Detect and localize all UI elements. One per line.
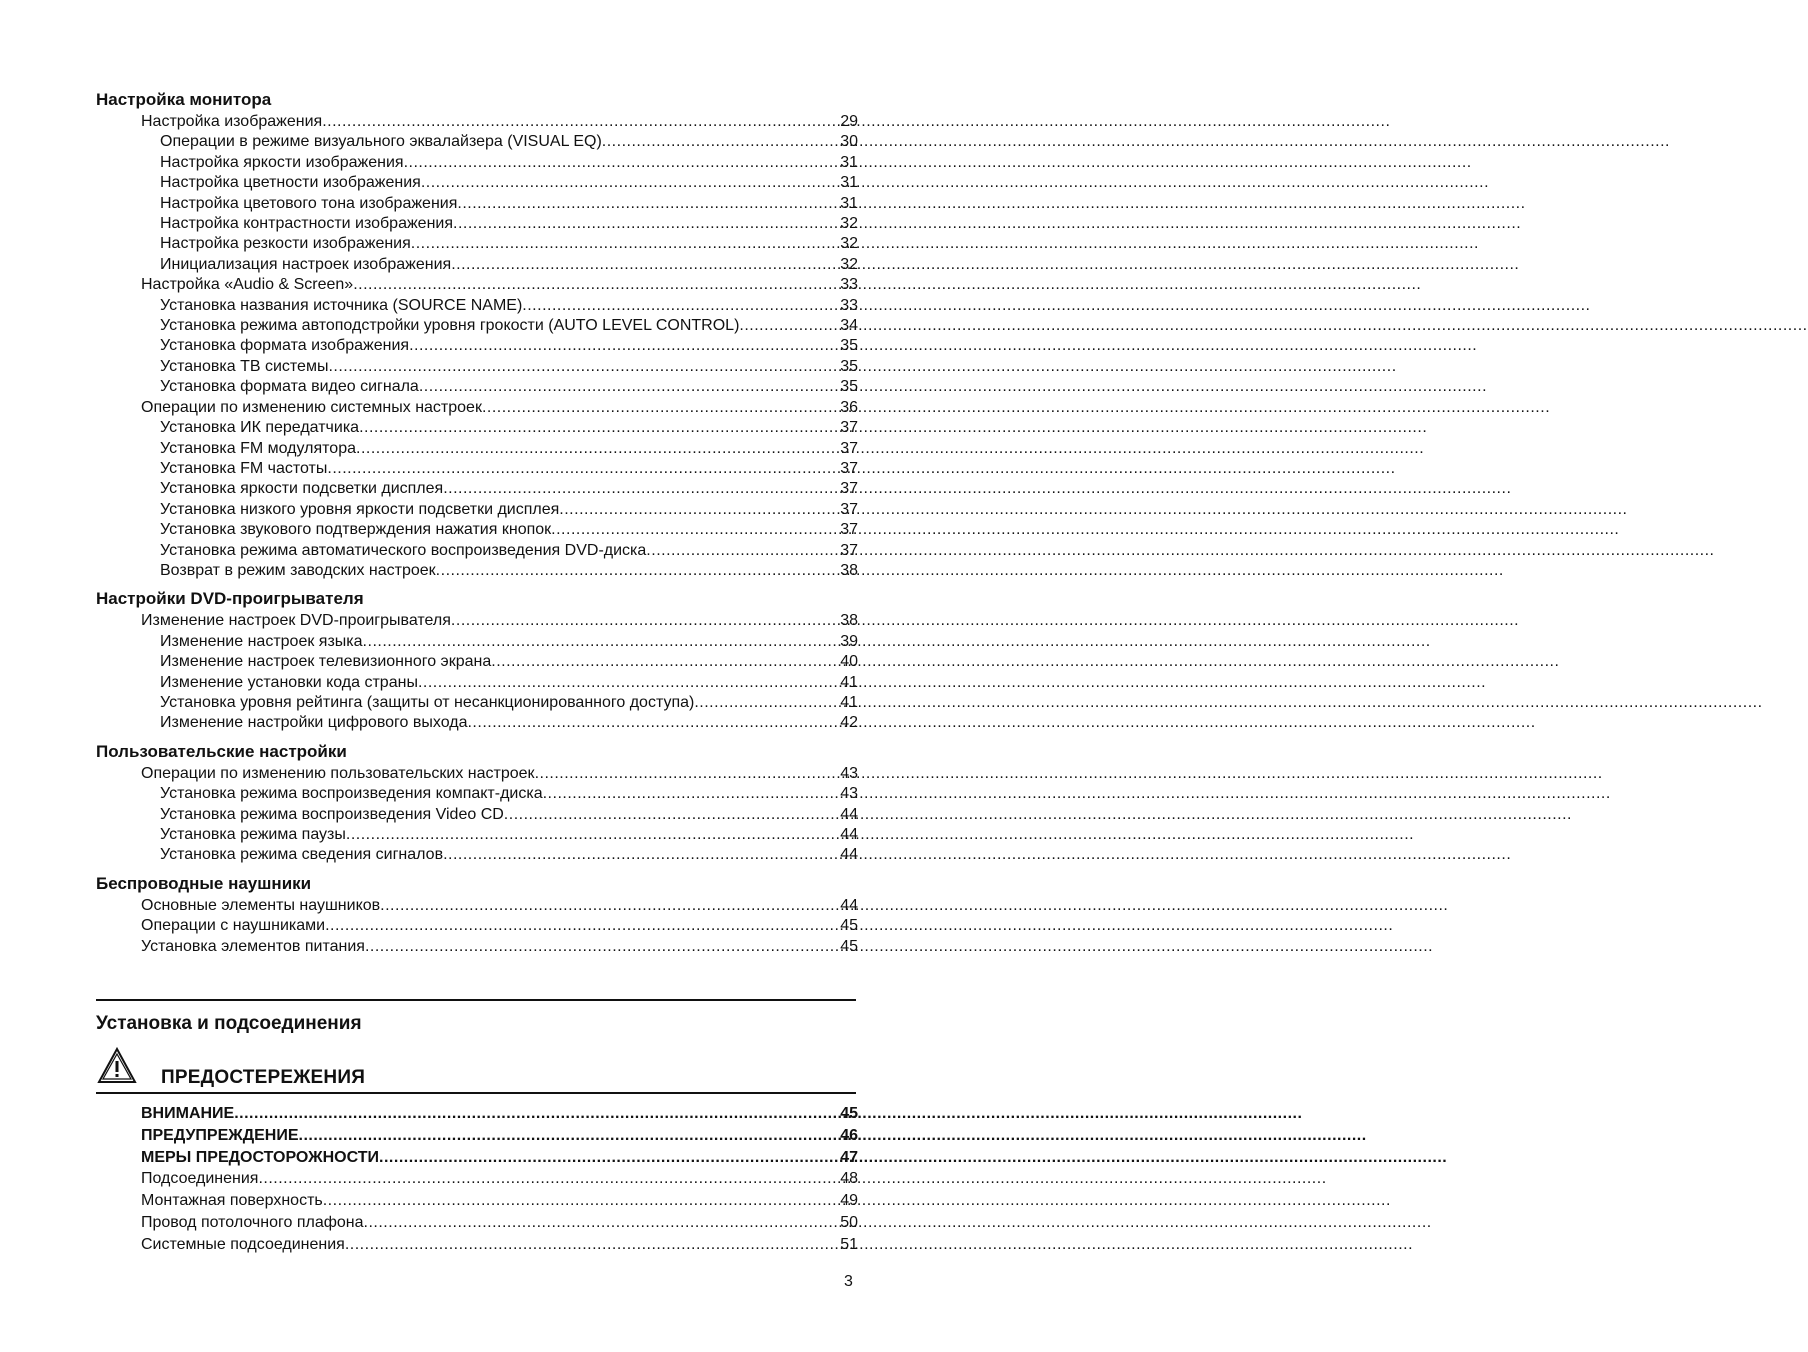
toc-entry-label: Установка ТВ системы bbox=[160, 357, 329, 375]
toc-entry-page: 44 bbox=[840, 826, 858, 843]
toc-leader-dots bbox=[379, 1147, 840, 1169]
toc-entry-label: Провод потолочного плафона bbox=[141, 1213, 364, 1231]
toc-leader-dots bbox=[443, 845, 840, 865]
toc-entry-label: Установка FM модулятора bbox=[160, 439, 356, 457]
toc-entry bbox=[96, 112, 858, 132]
toc-entry bbox=[96, 520, 858, 540]
toc-entry bbox=[96, 500, 858, 520]
toc-entry bbox=[96, 693, 858, 713]
toc-entry-page: 44 bbox=[840, 805, 858, 823]
toc-leader-dots bbox=[346, 825, 840, 845]
toc-entry bbox=[96, 937, 858, 957]
toc-entry-page: 37 bbox=[840, 459, 858, 477]
toc-leader-dots bbox=[234, 1103, 840, 1125]
toc-leader-dots bbox=[325, 916, 840, 936]
toc-entry-page: 38 bbox=[840, 612, 858, 630]
toc-entry-page: 45 bbox=[840, 937, 858, 955]
toc-entry-page: 44 bbox=[840, 896, 858, 914]
toc-leader-dots bbox=[457, 194, 840, 214]
toc-entry-page: 39 bbox=[840, 632, 858, 650]
toc-entry-label: Системные подсоединения bbox=[141, 1235, 345, 1253]
toc-entry bbox=[96, 652, 858, 672]
toc-entry-label: Изменение установки кода страны bbox=[160, 673, 418, 691]
toc-leader-dots bbox=[694, 693, 840, 713]
toc-entry-page: 32 bbox=[840, 255, 858, 273]
toc-entry bbox=[96, 296, 858, 316]
toc-leader-dots bbox=[364, 1212, 841, 1234]
toc-entry-label: Установка режима воспроизведения Video CD bbox=[160, 805, 504, 823]
toc-leader-dots bbox=[418, 673, 840, 693]
toc-entry-page: 33 bbox=[840, 296, 858, 314]
toc-leader-dots bbox=[363, 632, 841, 652]
toc-entry-label: Изменение настройки цифрового выхода bbox=[160, 714, 468, 732]
toc-entry bbox=[96, 234, 858, 254]
warning-triangle-icon bbox=[96, 1046, 138, 1086]
toc-entry bbox=[96, 132, 858, 152]
toc-entry-page: 37 bbox=[840, 419, 858, 437]
toc-entry-page: 31 bbox=[840, 194, 858, 212]
toc-entry-page: 30 bbox=[840, 133, 858, 151]
toc-section-title: Беспроводные наушники bbox=[96, 873, 312, 893]
toc-entry bbox=[96, 1190, 858, 1212]
toc-entry-label: Установка низкого уровня яркости подсветки дисплея bbox=[160, 500, 560, 518]
toc-entry bbox=[96, 611, 858, 631]
toc-entry-label: Установка элементов питания bbox=[141, 937, 365, 955]
toc-entry-label: Настройка резкости изображения bbox=[160, 235, 411, 253]
toc-leader-dots bbox=[299, 1125, 841, 1147]
toc-entry-page: 50 bbox=[840, 1213, 858, 1231]
toc-leader-dots bbox=[419, 377, 840, 397]
table-of-contents bbox=[96, 90, 858, 957]
toc-entry bbox=[96, 336, 858, 356]
toc-entry bbox=[96, 825, 858, 845]
toc-entry-label: Настройка цветового тона изображения bbox=[160, 194, 458, 212]
toc-leader-dots bbox=[322, 112, 840, 132]
toc-section-title: Настройки DVD-проигрывателя bbox=[96, 589, 364, 609]
toc-entry-label: Установка формата изображения bbox=[160, 337, 410, 355]
toc-entry-label: Настройка изображения bbox=[141, 113, 323, 130]
toc-leader-dots bbox=[258, 1168, 840, 1190]
toc-entry-page: 43 bbox=[840, 785, 858, 803]
toc-entry bbox=[96, 439, 858, 459]
toc-entry-page: 37 bbox=[840, 480, 858, 498]
toc-section-title: Настройка монитора bbox=[96, 90, 272, 109]
toc-leader-dots bbox=[467, 713, 840, 733]
toc-entry-page: 31 bbox=[840, 174, 858, 192]
toc-entry bbox=[96, 632, 858, 652]
toc-entry-label: Установка режима автоматического воспроизведения DVD-диска bbox=[160, 541, 647, 559]
toc-leader-dots bbox=[353, 275, 840, 295]
toc-entry bbox=[96, 214, 858, 234]
toc-entry-page: 48 bbox=[840, 1170, 858, 1188]
toc-entry-page: 37 bbox=[840, 500, 858, 518]
toc-section-title: Пользовательские настройки bbox=[96, 741, 347, 761]
toc-entry bbox=[96, 377, 858, 397]
toc-leader-dots bbox=[535, 764, 841, 784]
toc-leader-dots bbox=[365, 937, 840, 957]
toc-entry-page: 40 bbox=[840, 653, 858, 671]
toc-entry bbox=[96, 713, 858, 733]
toc-leader-dots bbox=[323, 1190, 840, 1212]
toc-entry-label: Установка режима автоподстройки уровня грокости (AUTO LEVEL CONTROL) bbox=[160, 317, 740, 335]
precautions-contents bbox=[96, 1103, 858, 1256]
toc-leader-dots bbox=[443, 479, 840, 499]
toc-leader-dots bbox=[411, 234, 840, 254]
toc-leader-dots bbox=[380, 896, 840, 916]
toc-entry-label: Настройка цветности изображения bbox=[160, 174, 421, 192]
toc-entry bbox=[96, 764, 858, 784]
toc-entry bbox=[96, 357, 858, 377]
toc-entry-page: 37 bbox=[840, 439, 858, 457]
toc-entry-page: 32 bbox=[840, 235, 858, 253]
toc-entry-page: 31 bbox=[840, 153, 858, 171]
toc-entry-label: Установка режима паузы bbox=[160, 826, 346, 843]
toc-entry-label: Операции по изменению пользовательских настроек bbox=[141, 764, 535, 782]
toc-entry-page: 38 bbox=[840, 561, 858, 579]
toc-entry bbox=[96, 896, 858, 916]
toc-entry-label: Установка звукового подтверждения нажатия кнопок bbox=[160, 521, 552, 539]
toc-entry bbox=[96, 275, 858, 295]
toc-entry-label: Установка формата видео сигнала bbox=[160, 378, 419, 396]
toc-entry-label: Возврат в режим заводских настроек bbox=[160, 561, 436, 579]
toc-leader-dots bbox=[359, 418, 840, 438]
install-section-title: Установка и подсоединения bbox=[96, 1013, 362, 1034]
toc-entry-page: 47 bbox=[840, 1148, 858, 1166]
toc-entry-page: 43 bbox=[840, 764, 858, 782]
toc-entry-label: Изменение настроек телевизионного экрана bbox=[160, 653, 492, 671]
toc-entry-label: Инициализация настроек изображения bbox=[160, 255, 452, 273]
toc-entry bbox=[96, 459, 858, 479]
toc-entry bbox=[96, 255, 858, 275]
toc-leader-dots bbox=[436, 561, 841, 581]
toc-entry-label: Операции в режиме визуального эквалайзера (VISUAL EQ) bbox=[160, 133, 602, 151]
toc-leader-dots bbox=[482, 398, 840, 418]
toc-entry-label: Операции с наушниками bbox=[141, 917, 326, 935]
toc-leader-dots bbox=[646, 541, 840, 561]
toc-entry-page: 44 bbox=[840, 846, 858, 864]
toc-entry-page: 45 bbox=[840, 1105, 858, 1122]
toc-entry-page: 35 bbox=[840, 337, 858, 355]
toc-entry-label: Операции по изменению системных настроек bbox=[141, 398, 482, 416]
toc-entry-page: 35 bbox=[840, 378, 858, 396]
page-number: 3 bbox=[844, 1273, 853, 1290]
toc-entry-page: 37 bbox=[840, 521, 858, 539]
toc-entry-label: Изменение настроек DVD-проигрывателя bbox=[141, 612, 451, 630]
toc-entry-label: МЕРЫ ПРЕДОСТОРОЖНОСТИ bbox=[141, 1148, 380, 1166]
toc-entry bbox=[96, 805, 858, 825]
toc-entry bbox=[96, 1147, 858, 1169]
toc-entry-page: 36 bbox=[840, 398, 858, 416]
toc-leader-dots bbox=[327, 459, 840, 479]
toc-entry-label: Изменение настроек языка bbox=[160, 632, 363, 650]
toc-leader-dots bbox=[504, 805, 840, 825]
toc-entry bbox=[96, 153, 858, 173]
toc-leader-dots bbox=[559, 500, 840, 520]
toc-entry-label: Подсоединения bbox=[141, 1170, 259, 1188]
toc-entry-page: 42 bbox=[840, 714, 858, 732]
toc-entry-label: Настройка «Audio & Screen» bbox=[141, 276, 354, 294]
toc-entry bbox=[96, 1103, 858, 1125]
toc-entry bbox=[96, 561, 858, 581]
toc-entry-page: 51 bbox=[840, 1235, 858, 1253]
toc-entry bbox=[96, 316, 858, 336]
toc-entry-label: Установка названия источника (SOURCE NAME) bbox=[160, 296, 523, 314]
toc-entry-page: 41 bbox=[840, 693, 858, 711]
toc-leader-dots bbox=[451, 255, 840, 275]
toc-leader-dots bbox=[404, 153, 841, 173]
toc-entry-page: 49 bbox=[840, 1192, 858, 1210]
toc-entry-label: Установка уровня рейтинга (защиты от несанкционированного доступа) bbox=[160, 693, 695, 711]
toc-entry bbox=[96, 916, 858, 936]
toc-leader-dots bbox=[491, 652, 840, 672]
toc-entry-page: 29 bbox=[840, 113, 858, 130]
toc-leader-dots bbox=[345, 1234, 840, 1256]
toc-entry bbox=[96, 541, 858, 561]
toc-entry-label: Монтажная поверхность bbox=[141, 1192, 323, 1210]
toc-entry-label: Установка FM частоты bbox=[160, 459, 328, 477]
toc-entry-page: 46 bbox=[840, 1126, 858, 1144]
toc-entry-page: 35 bbox=[840, 357, 858, 375]
toc-entry-label: Настройка контрастности изображения bbox=[160, 215, 454, 233]
toc-entry bbox=[96, 673, 858, 693]
divider-line bbox=[96, 999, 856, 1001]
toc-leader-dots bbox=[409, 336, 840, 356]
divider-line bbox=[96, 1092, 856, 1094]
toc-entry-label: Основные элементы наушников bbox=[141, 896, 381, 914]
toc-entry bbox=[96, 784, 858, 804]
toc-entry bbox=[96, 845, 858, 865]
toc-leader-dots bbox=[522, 296, 840, 316]
toc-leader-dots bbox=[421, 173, 840, 193]
toc-entry bbox=[96, 194, 858, 214]
toc-entry bbox=[96, 1125, 858, 1147]
toc-leader-dots bbox=[551, 520, 840, 540]
toc-entry bbox=[96, 173, 858, 193]
toc-entry-label: Установка яркости подсветки дисплея bbox=[160, 480, 444, 498]
toc-entry-label: ВНИМАНИЕ bbox=[141, 1105, 235, 1122]
toc-entry-page: 33 bbox=[840, 276, 858, 294]
precautions-title: ПРЕДОСТЕРЕЖЕНИЯ bbox=[161, 1067, 366, 1088]
toc-leader-dots bbox=[451, 611, 840, 631]
toc-entry-page: 32 bbox=[840, 215, 858, 233]
toc-leader-dots bbox=[356, 439, 840, 459]
toc-entry bbox=[96, 1168, 858, 1190]
toc-entry-page: 45 bbox=[840, 917, 858, 935]
toc-entry-label: Настройка яркости изображения bbox=[160, 153, 404, 171]
toc-leader-dots bbox=[602, 132, 840, 152]
toc-entry-label: ПРЕДУПРЕЖДЕНИЕ bbox=[141, 1126, 299, 1144]
toc-entry-page: 41 bbox=[840, 673, 858, 691]
toc-entry bbox=[96, 398, 858, 418]
toc-entry bbox=[96, 1212, 858, 1234]
toc-entry-page: 34 bbox=[840, 317, 858, 335]
toc-entry bbox=[96, 479, 858, 499]
toc-leader-dots bbox=[739, 316, 840, 336]
toc-entry-label: Установка режима воспроизведения компакт-диска bbox=[160, 785, 543, 803]
toc-entry-page: 37 bbox=[840, 541, 858, 559]
toc-entry bbox=[96, 418, 858, 438]
toc-leader-dots bbox=[543, 784, 841, 804]
toc-entry bbox=[96, 1234, 858, 1256]
toc-entry-label: Установка режима сведения сигналов bbox=[160, 846, 444, 864]
toc-leader-dots bbox=[453, 214, 840, 234]
toc-leader-dots bbox=[328, 357, 840, 377]
toc-entry-label: Установка ИК передатчика bbox=[160, 419, 360, 437]
